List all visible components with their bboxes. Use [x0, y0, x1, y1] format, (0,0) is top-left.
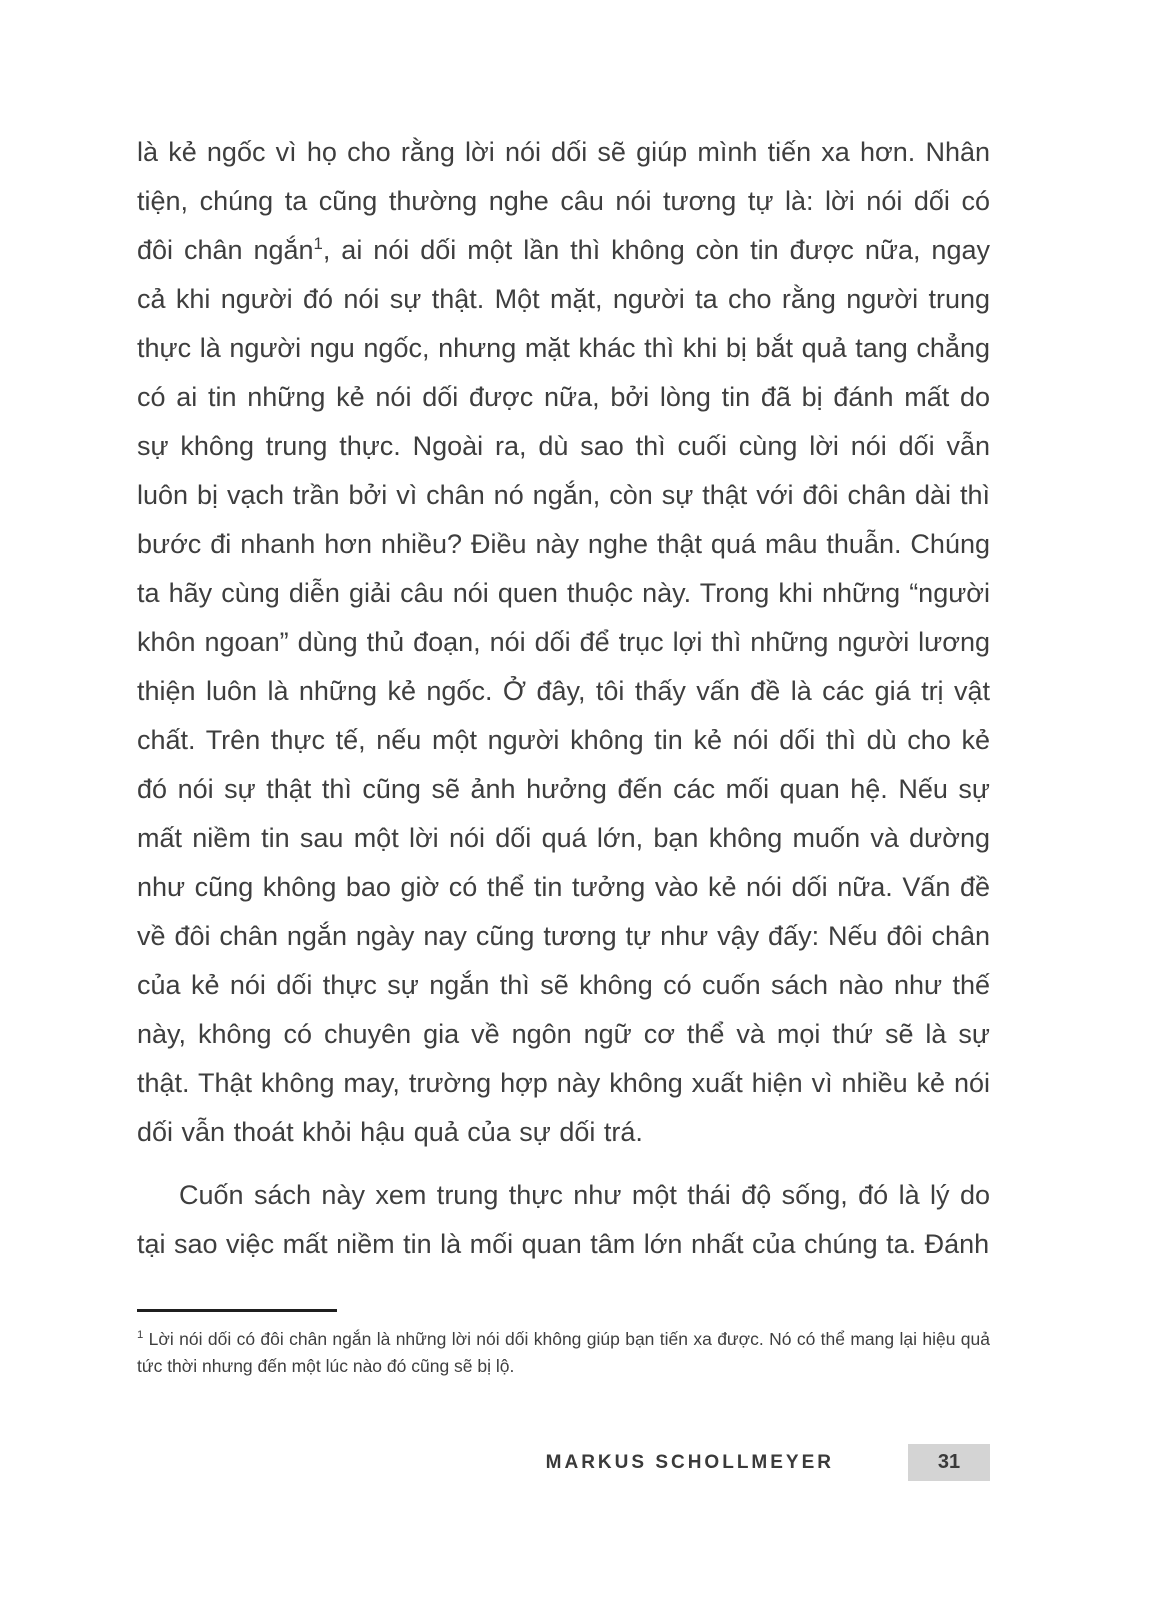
footnote-text — [137, 1326, 990, 1380]
footnote-divider — [137, 1309, 337, 1312]
paragraph-1-text-before-footnote-ref: là kẻ ngốc vì họ cho rằng lời nói dối sẽ giúp mình tiến xa hơn. Nhân tiện, chúng ta cũng thường nghe câu nói tương tự là: lời nói dối có đôi chân ngắn — [137, 137, 990, 265]
footnote-body: Lời nói dối có đôi chân ngắn là những lời nói dối không giúp bạn tiến xa được. Nó có thể mang lại hiệu quả tức thời nhưng đến một lúc nào đó cũng sẽ bị lộ. — [137, 1329, 990, 1376]
footnote-reference: 1 — [313, 234, 323, 253]
footnote-area — [137, 1309, 990, 1380]
paragraph-1 — [137, 128, 990, 1157]
paragraph-2: Cuốn sách này xem trung thực như một thái độ sống, đó là lý do tại sao việc mất niềm tin là mối quan tâm lớn nhất của chúng ta. Đánh — [137, 1180, 990, 1259]
page-footer — [137, 1444, 990, 1481]
footnote-number: 1 — [137, 1329, 144, 1342]
paragraph-1-text-after-footnote-ref: , ai nói dối một lần thì không còn tin được nữa, ngay cả khi người đó nói sự thật. Một mặt, người ta cho rằng người trung thực là người ngu ngốc, nhưng mặt khác thì khi bị bắt quả tang chẳng có ai tin những kẻ nói dối được nữa, bởi lòng tin đã bị đánh mất do sự không trung thực. Ngoài ra, dù sao thì cuối cùng lời nói dối vẫn luôn bị vạch trần bởi vì chân nó ngắn, còn sự thật với đôi chân dài thì bước đi nhanh hơn nhiều? Điều này nghe thật quá mâu thuẫn. Chúng ta hãy cùng diễn giải câu nói quen thuộc này. Trong khi những “người khôn ngoan” dùng thủ đoạn, nói dối để trục lợi thì những người lương thiện luôn là những kẻ ngốc. Ở đây, tôi thấy vấn đề là các giá trị vật chất. Trên thực tế, nếu một người không tin kẻ nói dối thì dù cho kẻ đó nói sự thật thì cũng sẽ ảnh hưởng đến các mối quan hệ. Nếu sự mất niềm tin sau một lời nói dối quá lớn, bạn không muốn và dường như cũng không bao giờ có thể tin tưởng vào kẻ nói dối nữa. Vấn đề về đôi chân ngắn ngày nay cũng tương tự như vậy đấy: Nếu đôi chân của kẻ nói dối thực sự ngắn thì sẽ không có cuốn sách nào như thế này, không có chuyên gia về ngôn ngữ cơ thể và mọi thứ sẽ là sự thật. Thật không may, trường hợp này không xuất hiện vì nhiều kẻ nói dối vẫn thoát khỏi hậu quả của sự dối trá. — [137, 235, 990, 1147]
page-number-badge: 31 — [908, 1444, 990, 1481]
author-name: MARKUS SCHOLLMEYER — [545, 1451, 834, 1473]
